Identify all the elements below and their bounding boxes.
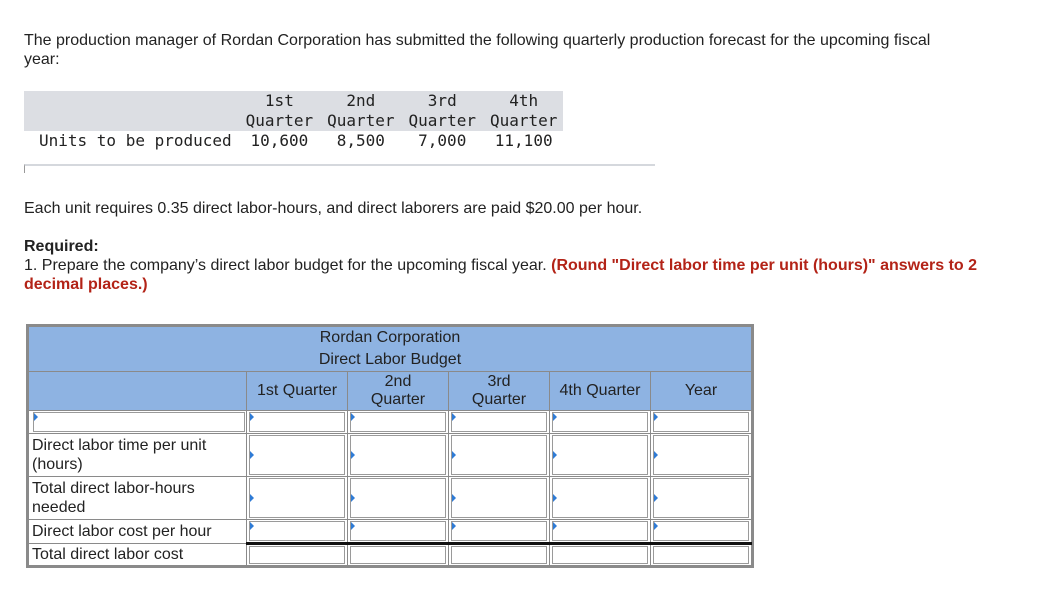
budget-cell-r1-q3[interactable] xyxy=(449,434,550,477)
forecast-header-q4-sub: Quarter xyxy=(482,111,563,131)
rounding-note: (Round "Direct labor time per unit (hours)" answers to 2 decimal places.) xyxy=(24,257,978,293)
budget-title: Direct Labor Budget xyxy=(29,349,752,372)
budget-header-q1: 1st Quarter xyxy=(247,372,348,411)
input-marker-icon xyxy=(553,413,557,421)
budget-header-q2: 2nd Quarter xyxy=(348,372,449,411)
budget-header-q3: 3rd Quarter xyxy=(449,372,550,411)
budget-row-label: Direct labor time per unit (hours) xyxy=(29,434,247,477)
input-marker-icon xyxy=(553,494,557,502)
budget-row-label: Total direct labor-hours needed xyxy=(29,477,247,520)
budget-row-total-hours xyxy=(29,477,752,520)
budget-label-input-box[interactable] xyxy=(33,412,245,432)
forecast-header-q3: 3rd xyxy=(401,91,482,111)
budget-cell-r2-q4[interactable] xyxy=(550,477,651,520)
budget-cell-r2-q1[interactable] xyxy=(247,477,348,520)
budget-cell-r0-q3[interactable] xyxy=(449,411,550,434)
input-marker-icon xyxy=(351,413,355,421)
forecast-row-label: Units to be produced xyxy=(39,131,232,150)
forecast-header-blank-2 xyxy=(24,111,238,131)
budget-cell-r3-year[interactable] xyxy=(651,520,752,544)
forecast-value-q2: 8,500 xyxy=(319,131,400,151)
forecast-header-q2-sub: Quarter xyxy=(319,111,400,131)
budget-cell-r1-q2[interactable] xyxy=(348,434,449,477)
input-marker-icon xyxy=(250,522,254,530)
budget-cell-r3-q1[interactable] xyxy=(247,520,348,544)
input-marker-icon xyxy=(452,494,456,502)
budget-company-name: Rordan Corporation xyxy=(29,327,752,350)
forecast-header-q3-sub: Quarter xyxy=(401,111,482,131)
budget-row-time-per-unit xyxy=(29,434,752,477)
input-marker-icon xyxy=(654,451,658,459)
budget-cell-r3-q3[interactable] xyxy=(449,520,550,544)
forecast-table xyxy=(24,91,563,151)
forecast-header-q1: 1st xyxy=(238,91,319,111)
required-section xyxy=(24,237,984,294)
input-marker-icon xyxy=(654,413,658,421)
budget-header-year: Year xyxy=(651,372,752,411)
budget-row-label: Total direct labor cost xyxy=(29,544,247,566)
budget-cell-r2-year[interactable] xyxy=(651,477,752,520)
input-marker-icon xyxy=(34,413,38,421)
budget-row-total-cost xyxy=(29,544,752,566)
input-marker-icon xyxy=(351,522,355,530)
budget-cell-r0-q1[interactable] xyxy=(247,411,348,434)
forecast-header-blank xyxy=(24,91,238,111)
budget-header-blank xyxy=(29,372,247,411)
budget-cell-r0-q2[interactable] xyxy=(348,411,449,434)
forecast-header-q2: 2nd xyxy=(319,91,400,111)
forecast-header-q1-sub: Quarter xyxy=(238,111,319,131)
intro-paragraph: The production manager of Rordan Corporation has submitted the following quarterly production forecast for the upcoming fiscal year: xyxy=(24,32,931,68)
assumptions-paragraph: Each unit requires 0.35 direct labor-hours, and direct laborers are paid $20.00 per hour. xyxy=(24,200,643,217)
budget-row-cost-per-hour xyxy=(29,520,752,544)
budget-cell-r3-q2[interactable] xyxy=(348,520,449,544)
budget-cell-r2-q2[interactable] xyxy=(348,477,449,520)
budget-cell-r4-q4[interactable] xyxy=(550,544,651,566)
budget-cell-r1-q4[interactable] xyxy=(550,434,651,477)
budget-row-label: Direct labor cost per hour xyxy=(29,520,247,544)
budget-cell-r0-year[interactable] xyxy=(651,411,752,434)
required-text: 1. Prepare the company’s direct labor budget for the upcoming fiscal year. xyxy=(24,257,547,274)
budget-cell-r1-year[interactable] xyxy=(651,434,752,477)
budget-cell-r4-q1[interactable] xyxy=(247,544,348,566)
budget-cell-r1-q1[interactable] xyxy=(247,434,348,477)
budget-cell-r3-q4[interactable] xyxy=(550,520,651,544)
input-marker-icon xyxy=(654,494,658,502)
budget-row-blank xyxy=(29,411,752,434)
forecast-value-q3: 7,000 xyxy=(401,131,482,151)
forecast-divider xyxy=(24,164,655,173)
budget-header-q4: 4th Quarter xyxy=(550,372,651,411)
budget-cell-r4-q2[interactable] xyxy=(348,544,449,566)
input-marker-icon xyxy=(250,494,254,502)
budget-label-input[interactable] xyxy=(29,411,247,434)
budget-cell-r2-q3[interactable] xyxy=(449,477,550,520)
forecast-value-q4: 11,100 xyxy=(482,131,563,151)
required-heading: Required: xyxy=(24,238,99,255)
direct-labor-budget-table xyxy=(26,324,754,568)
input-marker-icon xyxy=(351,451,355,459)
input-marker-icon xyxy=(351,494,355,502)
input-marker-icon xyxy=(553,522,557,530)
input-marker-icon xyxy=(654,522,658,530)
input-marker-icon xyxy=(452,451,456,459)
input-marker-icon xyxy=(250,413,254,421)
budget-cell-r0-q4[interactable] xyxy=(550,411,651,434)
input-marker-icon xyxy=(452,522,456,530)
budget-cell-r4-q3[interactable] xyxy=(449,544,550,566)
budget-cell-r4-year[interactable] xyxy=(651,544,752,566)
input-marker-icon xyxy=(553,451,557,459)
forecast-header-q4: 4th xyxy=(482,91,563,111)
input-marker-icon xyxy=(250,451,254,459)
input-marker-icon xyxy=(452,413,456,421)
forecast-value-q1: 10,600 xyxy=(238,131,319,151)
